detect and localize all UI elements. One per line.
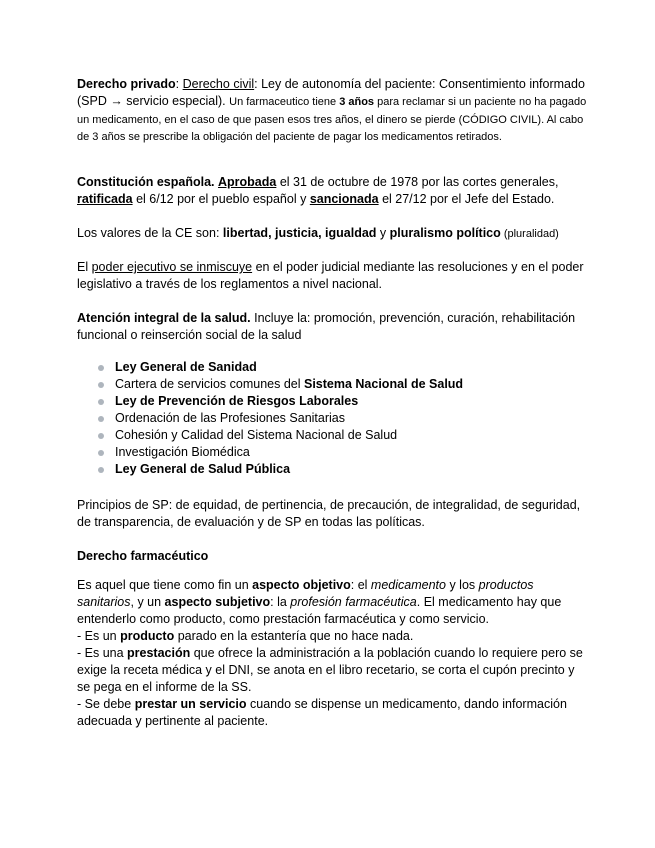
list-item-text: Cohesión y Calidad del Sistema Nacional de Salud xyxy=(115,428,398,442)
list-item-text: Ordenación de las Profesiones Sanitarias xyxy=(115,411,345,425)
text: - Es un xyxy=(77,629,121,643)
term-derecho-privado: Derecho privado xyxy=(77,77,176,91)
term-sancionada: sancionada xyxy=(309,192,379,206)
bullet-icon xyxy=(98,433,104,439)
text: Un farmaceutico tiene xyxy=(229,96,340,108)
term-prestar-servicio: prestar un servicio xyxy=(134,697,247,711)
text: y los xyxy=(445,578,479,592)
list-item-bold: Ley de Prevención de Riesgos Laborales xyxy=(115,394,359,408)
paragraph-constitucion xyxy=(77,174,587,208)
text: Incluye la: promoción, prevención, curación, rehabilitación funcional o reinserción social de la salud xyxy=(77,311,576,342)
text: el 27/12 por el Jefe del Estado. xyxy=(378,192,555,206)
list-item xyxy=(77,410,587,427)
separator: : xyxy=(175,77,183,91)
list-item xyxy=(77,427,587,444)
term-aspecto-objetivo: aspecto objetivo xyxy=(252,578,351,592)
list-item-bold: Ley General de Sanidad xyxy=(115,360,257,374)
bullet-icon xyxy=(98,382,104,388)
emphasis: 3 años xyxy=(339,96,375,108)
text: El xyxy=(77,260,92,274)
text: cuando se dispense un medicamento, dando información adecuada y pertinente al paciente. xyxy=(77,697,567,728)
section-heading xyxy=(77,548,587,565)
text: , y un xyxy=(130,595,165,609)
list-item xyxy=(77,461,587,478)
text: . El medicamento hay que entenderlo como producto, como prestación farmacéutica y como servicio. xyxy=(77,595,562,626)
bullet-icon xyxy=(98,399,104,405)
bullet-icon xyxy=(98,467,104,473)
text: y xyxy=(376,226,390,240)
text: : la xyxy=(270,595,291,609)
emphasis: libertad, justicia, igualdad xyxy=(222,226,377,240)
heading-text: Derecho farmacéutico xyxy=(77,549,209,563)
text: Es aquel que tiene como fin un xyxy=(77,578,253,592)
text: en el poder judicial mediante las resoluciones y en el poder legislativo a través de los reglamentos a nivel nacional. xyxy=(77,260,584,291)
text: : el xyxy=(350,578,371,592)
list-item-text: Cartera de servicios comunes del xyxy=(115,377,304,391)
laws-list xyxy=(77,359,587,478)
term-poder-ejecutivo: poder ejecutivo se inmiscuye xyxy=(91,260,253,274)
list-item xyxy=(77,393,587,410)
emphasis: pluralismo político xyxy=(389,226,501,240)
list-item-bold: Ley General de Salud Pública xyxy=(115,462,291,476)
list-item xyxy=(77,359,587,376)
paragraph-derecho-privado xyxy=(77,76,587,146)
list-item-bold: Sistema Nacional de Salud xyxy=(303,377,464,391)
term-atencion-integral: Atención integral de la salud. xyxy=(77,311,251,325)
bullet-icon xyxy=(98,365,104,371)
text: el 6/12 por el pueblo español y xyxy=(132,192,310,206)
term-ratificada: ratificada xyxy=(77,192,133,206)
paragraph-poder xyxy=(77,259,587,293)
paragraph-valores xyxy=(77,225,587,243)
text: parado en la estantería que no hace nada. xyxy=(174,629,414,643)
term-prestacion: prestación xyxy=(127,646,191,660)
term-derecho-civil: Derecho civil xyxy=(182,77,255,91)
term-aspecto-subjetivo: aspecto subjetivo xyxy=(164,595,271,609)
text: el 31 de octubre de 1978 por las cortes generales, xyxy=(276,175,559,189)
text: que ofrece la administración a la población cuando lo requiere pero se exige la receta médica y el DNI, se anota en el libro recetario, se corta el cupón precinto y se pega en el informe de la SS. xyxy=(77,646,583,694)
paragraph-principios: Principios de SP: de equidad, de pertinencia, de precaución, de integralidad, de seguridad, de transparencia, de evaluación y de SP en todas las políticas. xyxy=(77,498,581,529)
list-item xyxy=(77,444,587,461)
bullet-icon xyxy=(98,450,104,456)
text: Los valores de la CE son: xyxy=(77,226,223,240)
text: : Ley de autonomía del paciente: Consentimiento informado (SPD → servicio especial). xyxy=(77,77,585,108)
term-profesion-farmaceutica: profesión farmacéutica xyxy=(290,595,417,609)
text: (pluralidad) xyxy=(500,228,559,240)
list-item xyxy=(77,376,587,393)
paragraph-farmaceutico xyxy=(77,577,587,730)
term-constitucion: Constitución española. xyxy=(77,175,215,189)
text: - Se debe xyxy=(77,697,135,711)
term-productos-sanitarios: productos sanitarios xyxy=(77,578,534,609)
text: - Es una xyxy=(77,646,128,660)
paragraph-atencion xyxy=(77,310,587,344)
term-aprobada: Aprobada xyxy=(218,175,277,189)
bullet-icon xyxy=(98,416,104,422)
list-item-text: Investigación Biomédica xyxy=(115,445,250,459)
text: para reclamar si un paciente no ha pagado un medicamento, en el caso de que pasen esos tres años, el dinero se pierde (CÓDIGO CIVIL). Al cabo de 3 años se prescribe la obligación del paciente de pagar los medicamentos retirados. xyxy=(77,96,587,143)
term-producto: producto xyxy=(120,629,175,643)
term-medicamento: medicamento xyxy=(370,578,446,592)
